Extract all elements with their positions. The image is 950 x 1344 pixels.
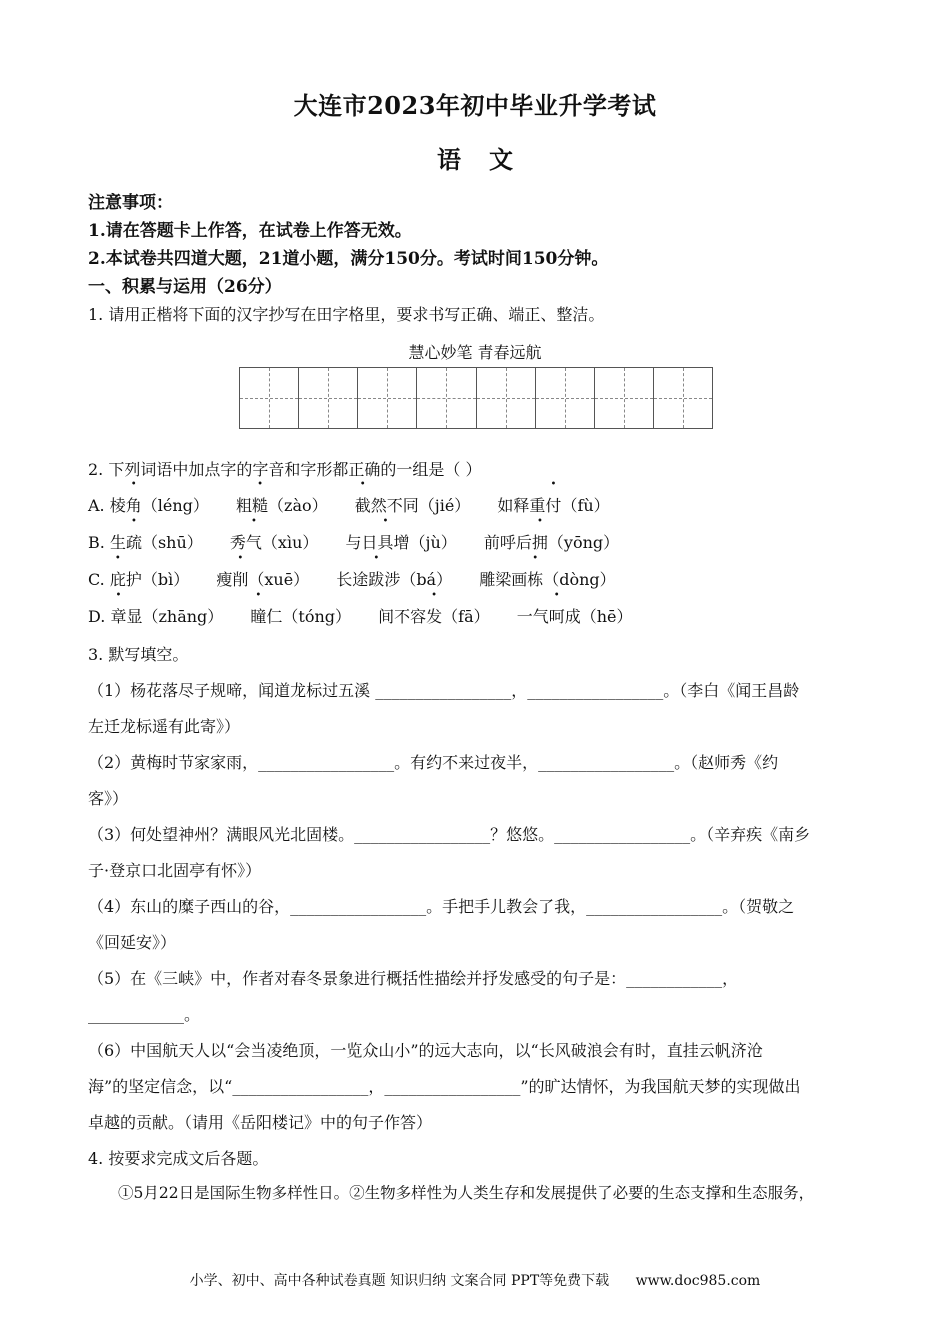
option-item: 瞳仁（tóng） [250,607,352,626]
option-d [88,604,870,627]
notice-item-1: 1.请在答题卡上作答，在试卷上作答无效。 [88,221,412,241]
question-2-text: 2. 下列词语中加点字的字音和字形都正确的一组是（ ） [88,460,482,479]
option-item: 章显（zhāng） [110,607,224,626]
q3-line: （2）黄梅时节家家雨，_________________。有约不来过夜半，_________________。（赵师秀《约 [88,753,779,772]
option-item: 如释重付（fù） [497,496,610,515]
page-title: 大连市2023年初中毕业升学考试 [293,91,657,120]
notice-item-2: 2.本试卷共四道大题，21道小题，满分150分。考试时间150分钟。 [88,249,609,269]
option-item: 前呼后拥（yōng） [483,533,620,552]
option-item: 棱角（léng） [109,496,209,515]
option-a [88,493,870,516]
grid-cell [240,368,299,428]
question-3-text: 3. 默写填空。 [88,645,189,664]
section-heading-1: 一、积累与运用（26分） [88,277,282,297]
tianzige-grid [239,367,713,429]
q4-paragraph: ①5月22日是国际生物多样性日。②生物多样性为人类生存和发展提供了必要的生态支撑和生态服务， [118,1184,815,1202]
option-label: D. [88,607,106,626]
option-item: 庇护（bì） [109,570,190,589]
option-c [88,567,870,590]
option-item: 雕梁画栋（dòng） [479,570,616,589]
q3-line: （1）杨花落尽子规啼，闻道龙标过五溪 _________________，_________________。（李白《闻王昌龄 [88,681,800,700]
q3-line: （6）中国航天人以“会当凌绝顶，一览众山小”的远大志向，以“长风破浪会有时，直挂云帆济沧 [88,1041,763,1060]
q3-line: 子·登京口北固亭有怀》） [88,861,262,880]
option-item: 秀气（xìu） [229,533,319,552]
option-item: 瘦削（xuē） [216,570,310,589]
grid-cell [654,368,712,428]
grid-cell [417,368,476,428]
notice-heading: 注意事项： [88,193,173,213]
grid-cell [358,368,417,428]
q3-line: 《回延安》） [88,933,177,952]
option-item: 粗糙（zào） [236,496,328,515]
option-label: A. [88,496,105,515]
option-item: 间不容发（fā） [378,607,490,626]
option-item: 截然不同（jié） [354,496,471,515]
option-item: 生疏（shū） [109,533,203,552]
question-4-text: 4. 按要求完成文后各题。 [88,1149,269,1168]
grid-cell [477,368,536,428]
q3-line: 左迁龙标遥有此寄》） [88,717,241,736]
grid-cell [299,368,358,428]
footer-url[interactable]: www.doc985.com [635,1273,761,1289]
q3-line: （3）何处望神州？满眼风光北固楼。_________________？悠悠。_________________。（辛弃疾《南乡 [88,825,811,844]
q3-line: 客》） [88,789,129,808]
option-item: 一气呵成（hē） [516,607,633,626]
option-b [88,530,870,553]
option-label: B. [88,533,105,552]
q3-line: 海”的坚定信念，以“_________________，_________________”的旷达情怀，为我国航天梦的实现做出 [88,1077,801,1096]
grid-cell [595,368,654,428]
question-1-phrase: 慧心妙笔 青春远航 [408,343,542,362]
q3-line: 卓越的贡献。（请用《岳阳楼记》中的句子作答） [88,1113,433,1132]
subject-title: 语文 [437,145,541,174]
q3-line: ____________。 [88,1005,201,1024]
option-item: 长途跋涉（bá） [336,570,453,589]
q3-line: （5）在《三峡》中，作者对春冬景象进行概括性描绘并抒发感受的句子是：____________， [88,969,739,988]
footer-text: 小学、初中、高中各种试卷真题 知识归纳 文案合同 PPT等免费下载 [189,1273,610,1289]
q3-line: （4）东山的糜子西山的谷，_________________。手把手儿教会了我，_________________。（贺敬之 [88,897,795,916]
question-1-text: 1. 请用正楷将下面的汉字抄写在田字格里，要求书写正确、端正、整洁。 [88,305,605,324]
option-item: 与日具增（jù） [345,533,457,552]
option-label: C. [88,570,105,589]
grid-cell [536,368,595,428]
page-footer [0,1270,950,1290]
